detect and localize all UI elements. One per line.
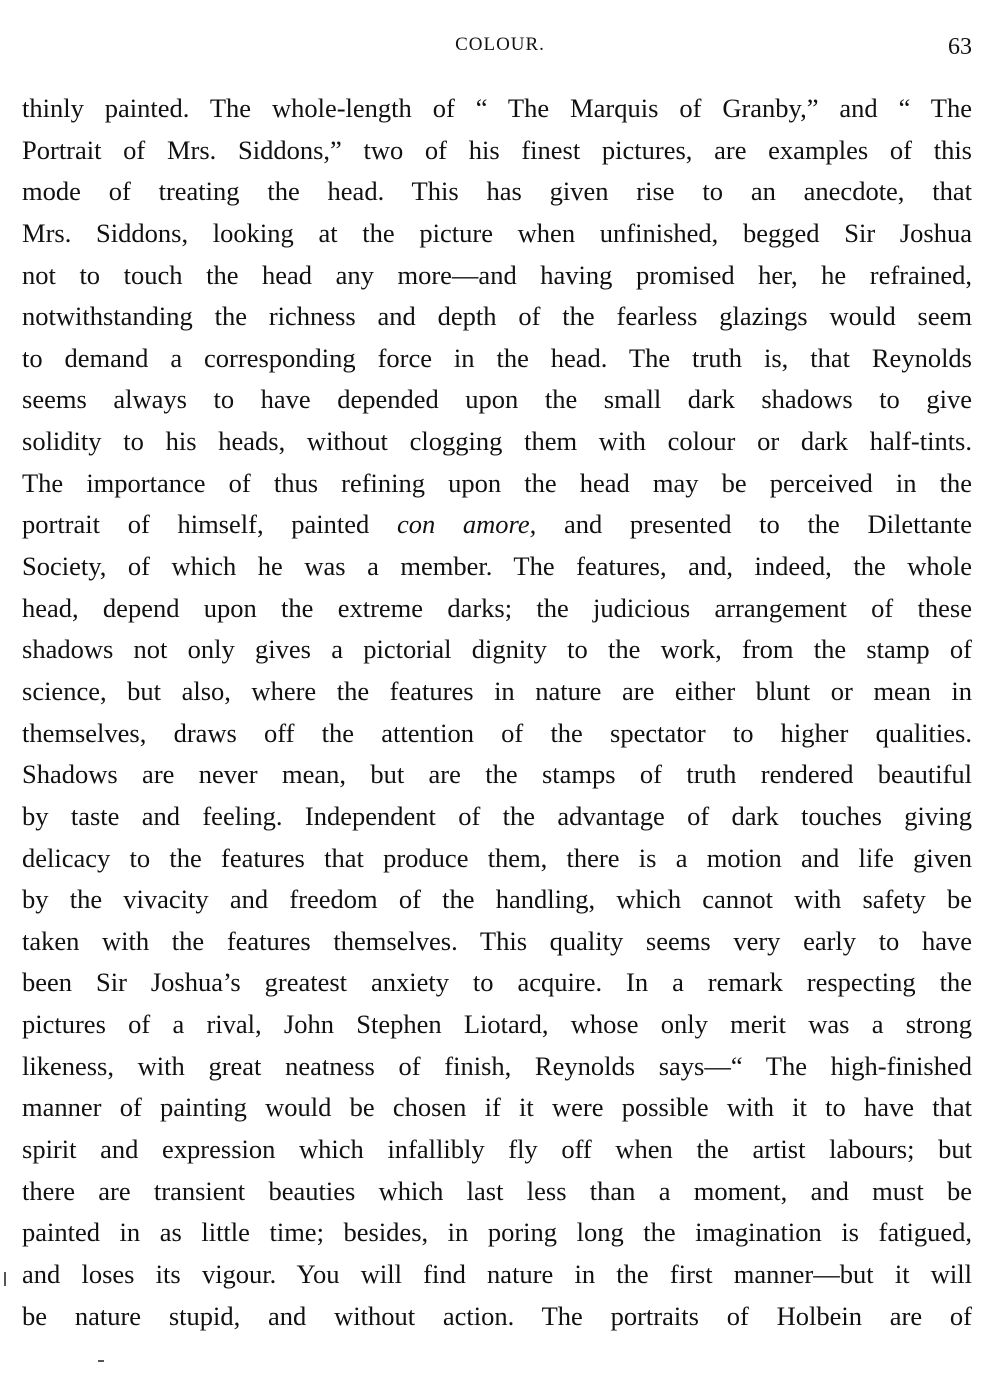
text-line-5: not to touch the head any more—and having promised her, he refrained,	[22, 259, 972, 290]
text-line-7: to demand a corresponding force in the head. The truth is, that Reynolds	[22, 342, 972, 373]
text-line-24: likeness, with great neatness of finish, Reynolds says—“ The high-finished	[22, 1050, 972, 1081]
text-line-29: and loses its vigour. You will find nature in the first manner—but it will	[22, 1258, 972, 1289]
text-line-10: The importance of thus refining upon the head may be perceived in the	[22, 467, 972, 498]
text-line-17: Shadows are never mean, but are the stamps of truth rendered beautiful	[22, 759, 972, 790]
text-line-25: manner of painting would be chosen if it were possible with it to have that	[22, 1092, 972, 1123]
page-number: 63	[948, 34, 972, 60]
text-line-21: taken with the features themselves. This quality seems very early to have	[22, 925, 972, 956]
text-line-30: be nature stupid, and without action. The portraits of Holbein are of	[22, 1300, 972, 1331]
text-line-12: Society, of which he was a member. The features, and, indeed, the whole	[22, 551, 972, 582]
text-line-19: delicacy to the features that produce them, there is a motion and life given	[22, 842, 972, 873]
text-line-11-start: portrait of himself, painted	[22, 509, 397, 540]
text-line-15: science, but also, where the features in nature are either blunt or mean in	[22, 675, 972, 706]
running-title: COLOUR.	[455, 34, 545, 55]
text-line-18: by taste and feeling. Independent of the advantage of dark touches giving	[22, 800, 972, 831]
text-line-6: notwithstanding the richness and depth of the fearless glazings would seem	[22, 301, 972, 332]
text-line-28: painted in as little time; besides, in poring long the imagination is fatigued,	[22, 1217, 972, 1248]
foot-mark	[98, 1360, 104, 1362]
text-line-3: mode of treating the head. This has given rise to an anecdote, that	[22, 176, 972, 207]
body-text	[22, 88, 972, 1337]
text-line-14: shadows not only gives a pictorial dignity to the work, from the stamp of	[22, 634, 972, 665]
text-line-9: solidity to his heads, without clogging them with colour or dark half-tints.	[22, 426, 972, 457]
running-head	[0, 30, 1000, 70]
text-line-16: themselves, draws off the attention of the spectator to higher qualities.	[22, 717, 972, 748]
text-line-13: head, depend upon the extreme darks; the judicious arrangement of these	[22, 592, 972, 623]
italic-phrase: con amore,	[396, 509, 537, 540]
text-line-11	[22, 504, 972, 546]
text-line-26: spirit and expression which infallibly fly off when the artist labours; but	[22, 1134, 972, 1165]
text-line-11-end: and presented to the Dilettante	[536, 509, 972, 540]
text-line-20: by the vivacity and freedom of the handling, which cannot with safety be	[22, 884, 972, 915]
text-line-23: pictures of a rival, John Stephen Liotard, whose only merit was a strong	[22, 1009, 972, 1040]
text-line-27: there are transient beauties which last less than a moment, and must be	[22, 1175, 972, 1206]
margin-mark	[4, 1272, 6, 1286]
text-line-22: been Sir Joshua’s greatest anxiety to acquire. In a remark respecting the	[22, 967, 972, 998]
text-line-2: Portrait of Mrs. Siddons,” two of his finest pictures, are examples of this	[22, 134, 972, 165]
text-line-1: thinly painted. The whole-length of “ The Marquis of Granby,” and “ The	[22, 93, 972, 123]
text-line-8: seems always to have depended upon the small dark shadows to give	[22, 384, 972, 415]
text-line-4: Mrs. Siddons, looking at the picture when unfinished, begged Sir Joshua	[22, 217, 972, 248]
